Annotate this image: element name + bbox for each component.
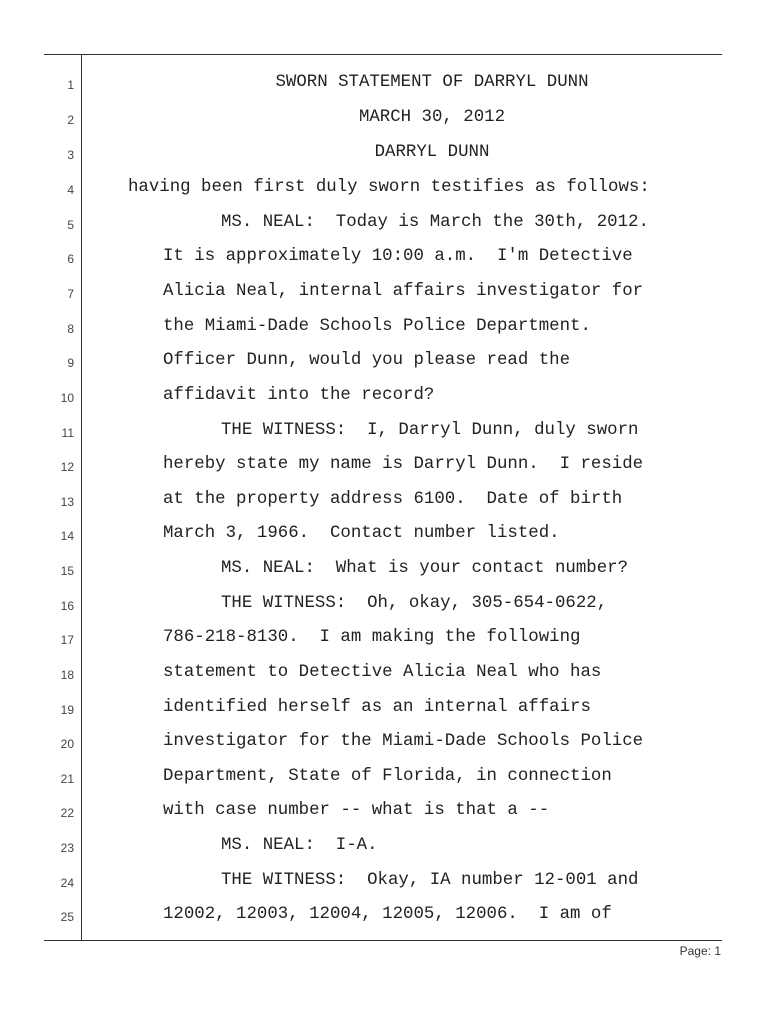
line-number: 6 bbox=[67, 252, 74, 266]
line-text: hereby state my name is Darryl Dunn. I reside bbox=[163, 455, 644, 474]
document-title: SWORN STATEMENT OF DARRYL DUNN bbox=[275, 73, 589, 92]
line-number: 2 bbox=[67, 113, 74, 127]
line-text: Officer Dunn, would you please read the bbox=[163, 351, 571, 370]
line-text: MS. NEAL: What is your contact number? bbox=[221, 559, 629, 578]
page-number-label: Page: 1 bbox=[679, 944, 721, 958]
line-number: 3 bbox=[67, 148, 74, 162]
line-number: 23 bbox=[60, 841, 74, 855]
line-text: statement to Detective Alicia Neal who has bbox=[163, 663, 602, 682]
line-text: THE WITNESS: Okay, IA number 12-001 and bbox=[221, 871, 639, 890]
line-text: THE WITNESS: I, Darryl Dunn, duly sworn bbox=[221, 421, 639, 440]
witness-name-heading: DARRYL DUNN bbox=[374, 143, 490, 162]
line-number: 21 bbox=[60, 772, 74, 786]
line-number: 8 bbox=[67, 322, 74, 336]
line-number: 7 bbox=[67, 287, 74, 301]
line-text: the Miami-Dade Schools Police Department. bbox=[163, 317, 591, 336]
document-date: MARCH 30, 2012 bbox=[358, 108, 506, 127]
line-text: 786-218-8130. I am making the following bbox=[163, 628, 581, 647]
line-number: 19 bbox=[60, 703, 74, 717]
line-number: 22 bbox=[60, 806, 74, 820]
line-text: 12002, 12003, 12004, 12005, 12006. I am of bbox=[163, 905, 612, 924]
line-text: March 3, 1966. Contact number listed. bbox=[163, 524, 560, 543]
line-number: 9 bbox=[67, 356, 74, 370]
line-number: 17 bbox=[60, 633, 74, 647]
line-text: investigator for the Miami-Dade Schools Police bbox=[163, 732, 644, 751]
transcript-line bbox=[0, 905, 768, 948]
line-number: 11 bbox=[61, 426, 74, 440]
line-text: identified herself as an internal affairs bbox=[163, 698, 591, 717]
line-number: 16 bbox=[60, 599, 74, 613]
line-number: 14 bbox=[60, 529, 74, 543]
line-number: 1 bbox=[67, 78, 74, 92]
line-number: 5 bbox=[67, 218, 74, 232]
top-rule bbox=[44, 54, 722, 55]
line-text: THE WITNESS: Oh, okay, 305-654-0622, bbox=[221, 594, 608, 613]
line-text: MS. NEAL: Today is March the 30th, 2012. bbox=[221, 213, 649, 232]
line-number: 18 bbox=[60, 668, 74, 682]
transcript-line bbox=[0, 801, 768, 844]
line-number: 24 bbox=[60, 876, 74, 890]
line-text: having been first duly sworn testifies as follows: bbox=[128, 178, 650, 197]
line-number: 4 bbox=[67, 183, 74, 197]
line-number: 20 bbox=[60, 737, 74, 751]
line-number: 13 bbox=[60, 495, 74, 509]
line-number: 15 bbox=[60, 564, 74, 578]
line-text: affidavit into the record? bbox=[163, 386, 435, 405]
line-text: It is approximately 10:00 a.m. I'm Detective bbox=[163, 247, 633, 266]
line-number: 12 bbox=[60, 460, 74, 474]
line-text: with case number -- what is that a -- bbox=[163, 801, 550, 820]
line-text: at the property address 6100. Date of birth bbox=[163, 490, 623, 509]
line-number: 25 bbox=[60, 910, 74, 924]
line-text: Department, State of Florida, in connection bbox=[163, 767, 612, 786]
line-number: 10 bbox=[60, 391, 74, 405]
line-text: Alicia Neal, internal affairs investigator for bbox=[163, 282, 644, 301]
line-text: MS. NEAL: I-A. bbox=[221, 836, 378, 855]
